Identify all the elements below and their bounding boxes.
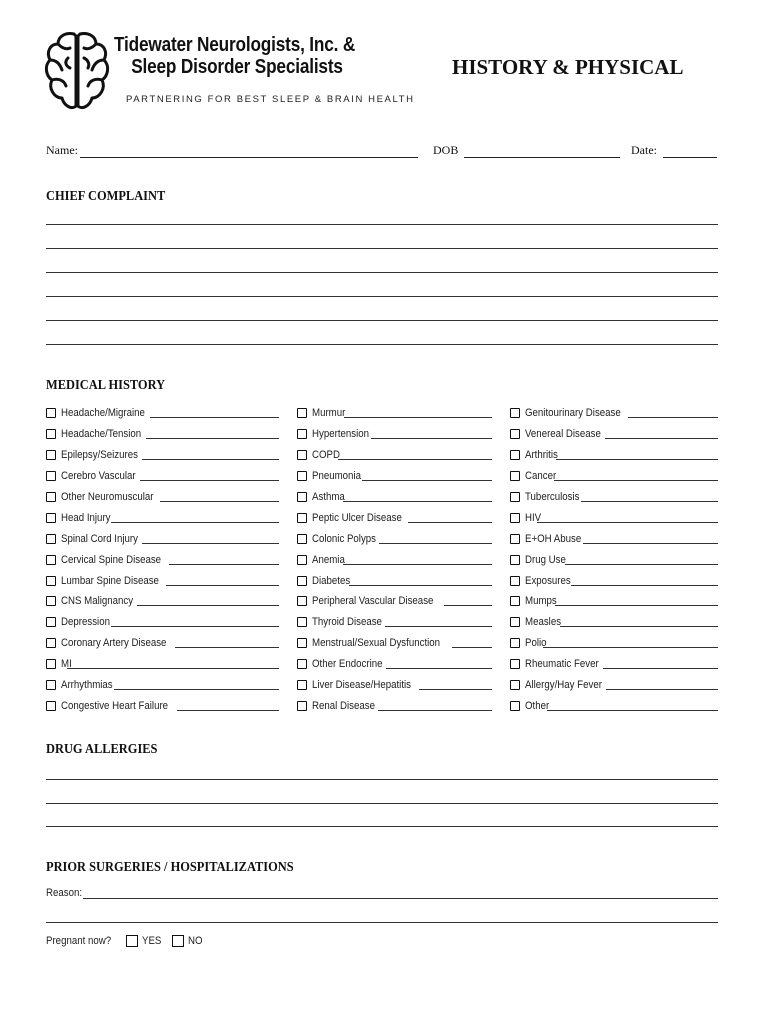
condition-label: Polio [525,637,547,650]
condition-notes-field[interactable] [160,492,279,502]
condition-notes-field[interactable] [146,429,279,439]
checkbox[interactable] [510,408,520,418]
drug-allergies-line[interactable] [46,779,718,780]
condition-notes-field[interactable] [556,450,718,460]
medical-history-item[interactable] [510,445,718,466]
prior-surgeries-heading: PRIOR SURGERIES / HOSPITALIZATIONS [46,859,294,874]
condition-notes-field[interactable] [142,450,279,460]
name-label: Name: [46,143,78,157]
condition-label: Murmur [312,407,346,420]
condition-notes-field[interactable] [606,680,718,690]
name-field[interactable] [80,146,418,158]
medical-history-item[interactable] [510,612,718,633]
condition-notes-field[interactable] [371,429,492,439]
condition-notes-field[interactable] [142,534,279,544]
medical-history-item[interactable] [46,695,279,716]
medical-history-item[interactable] [297,612,492,633]
chief-complaint-line[interactable] [46,272,718,273]
condition-notes-field[interactable] [150,408,279,418]
condition-label: HIV [525,511,542,524]
pregnant-no-option[interactable] [172,935,205,947]
checkbox[interactable] [510,450,520,460]
condition-label: Other Endocrine [312,658,383,671]
medical-history-item[interactable] [46,507,279,528]
condition-notes-field[interactable] [603,659,718,669]
condition-notes-field[interactable] [628,408,718,418]
condition-notes-field[interactable] [408,513,492,523]
checkbox[interactable] [297,450,307,460]
medical-history-column-1 [46,403,279,716]
condition-notes-field[interactable] [385,617,492,627]
medical-history-item[interactable] [46,403,279,424]
medical-history-item[interactable] [297,445,492,466]
reason-row [46,887,718,899]
condition-label: Hypertension [312,428,370,441]
medical-history-item[interactable] [297,695,492,716]
yes-checkbox[interactable] [126,935,138,947]
medical-history-item[interactable] [297,570,492,591]
condition-label: Diabetes [312,574,351,587]
dob-field[interactable] [464,146,620,158]
medical-history-item[interactable] [46,675,279,696]
medical-history-item[interactable] [297,403,492,424]
condition-label: Cervical Spine Disease [61,553,162,566]
yes-label: YES [142,935,162,947]
condition-notes-field[interactable] [571,576,718,586]
condition-notes-field[interactable] [166,576,279,586]
condition-label: Allergy/Hay Fever [525,679,602,692]
date-field[interactable] [663,146,717,158]
condition-label: Headache/Tension [61,428,142,441]
checkbox[interactable] [46,680,56,690]
checkbox[interactable] [297,429,307,439]
brain-icon [44,30,110,112]
condition-notes-field[interactable] [583,534,718,544]
medical-history-item[interactable] [297,654,492,675]
checkbox[interactable] [510,701,520,711]
condition-label: Cerebro Vascular [61,470,136,483]
condition-notes-field[interactable] [378,701,492,711]
checkbox[interactable] [46,659,56,669]
organization-name [114,34,355,78]
condition-notes-field[interactable] [349,576,492,586]
medical-history-item[interactable] [297,528,492,549]
checkbox[interactable] [510,596,520,606]
medical-history-item[interactable] [46,487,279,508]
checkbox[interactable] [297,408,307,418]
condition-label: Exposures [525,574,571,587]
chief-complaint-line[interactable] [46,320,718,321]
condition-notes-field[interactable] [537,513,718,523]
condition-label: Venereal Disease [525,428,601,441]
condition-label: Menstrual/Sexual Dysfunction [312,637,441,650]
checkbox[interactable] [46,471,56,481]
checkbox[interactable] [297,659,307,669]
chief-complaint-line[interactable] [46,248,718,249]
medical-history-item[interactable] [297,549,492,570]
checkbox[interactable] [46,450,56,460]
no-checkbox[interactable] [172,935,184,947]
checkbox[interactable] [46,596,56,606]
condition-notes-field[interactable] [67,659,279,669]
pregnant-label: Pregnant now? [46,935,112,947]
reason-line[interactable] [46,922,718,923]
checkbox[interactable] [510,555,520,565]
checkbox[interactable] [46,408,56,418]
checkbox[interactable] [297,701,307,711]
medical-history-item[interactable] [46,549,279,570]
condition-label: Congestive Heart Failure [61,699,169,712]
drug-allergies-line[interactable] [46,803,718,804]
chief-complaint-line[interactable] [46,296,718,297]
medical-history-column-2 [297,403,492,716]
medical-history-item[interactable] [46,633,279,654]
checkbox[interactable] [46,429,56,439]
medical-history-item[interactable] [510,695,718,716]
checkbox[interactable] [46,492,56,502]
condition-label: Other Neuromuscular [61,491,154,503]
name-field-group [46,143,418,158]
medical-history-item[interactable] [510,591,718,612]
medical-history-column-3 [510,403,718,716]
medical-history-item[interactable] [46,445,279,466]
condition-label: Arrhythmias [61,679,113,692]
medical-history-item[interactable] [510,654,718,675]
condition-label: Other [525,699,550,712]
condition-label: Depression [61,616,110,629]
condition-notes-field[interactable] [111,617,279,627]
condition-notes-field[interactable] [177,701,279,711]
checkbox[interactable] [297,617,307,627]
medical-history-item[interactable] [510,487,718,508]
condition-notes-field[interactable] [114,680,279,690]
checkbox[interactable] [510,680,520,690]
checkbox[interactable] [297,492,307,502]
checkbox[interactable] [510,471,520,481]
condition-notes-field[interactable] [343,492,492,502]
chief-complaint-line[interactable] [46,224,718,225]
condition-label: COPD [312,449,340,462]
condition-notes-field[interactable] [555,596,718,606]
condition-label: Colonic Polyps [312,532,377,545]
condition-notes-field[interactable] [543,638,718,648]
condition-label: Anemia [312,553,345,566]
condition-label: Renal Disease [312,699,375,712]
medical-history-item[interactable] [510,549,718,570]
condition-notes-field[interactable] [362,471,492,481]
checkbox[interactable] [297,555,307,565]
checkbox[interactable] [46,617,56,627]
condition-notes-field[interactable] [554,471,718,481]
checkbox[interactable] [510,659,520,669]
condition-label: Pneumonia [312,470,361,483]
condition-label: Peptic Ulcer Disease [312,511,402,524]
condition-label: Spinal Cord Injury [61,532,138,545]
drug-allergies-heading: DRUG ALLERGIES [46,741,158,756]
checkbox[interactable] [46,513,56,523]
checkbox[interactable] [297,596,307,606]
condition-notes-field[interactable] [343,555,492,565]
medical-history-item[interactable] [510,403,718,424]
reason-field[interactable] [83,888,718,899]
checkbox[interactable] [297,576,307,586]
condition-label: MI [61,658,72,671]
condition-notes-field[interactable] [452,638,492,648]
date-label: Date: [631,143,657,157]
pregnant-yes-option[interactable] [126,935,164,947]
condition-notes-field[interactable] [560,617,718,627]
checkbox[interactable] [510,534,520,544]
condition-label: Rheumatic Fever [525,658,599,671]
document-title: HISTORY & PHYSICAL [452,55,684,79]
condition-label: Mumps [525,595,557,608]
condition-notes-field[interactable] [111,513,279,523]
patient-info-row [46,143,718,159]
medical-history-item[interactable] [46,466,279,487]
checkbox[interactable] [510,617,520,627]
condition-notes-field[interactable] [137,596,279,606]
dob-field-group [433,143,620,158]
condition-notes-field[interactable] [140,471,279,481]
condition-notes-field[interactable] [444,596,492,606]
reason-label: Reason: [46,887,83,899]
checkbox[interactable] [510,638,520,648]
condition-label: Coronary Artery Disease [61,637,167,650]
condition-notes-field[interactable] [386,659,492,669]
no-label: NO [188,935,203,947]
organization-name-line2: Sleep Disorder Specialists [131,56,343,78]
condition-label: Drug Use [525,553,566,566]
medical-history-item[interactable] [297,466,492,487]
checkbox[interactable] [297,534,307,544]
condition-notes-field[interactable] [547,701,718,711]
medical-history-item[interactable] [297,675,492,696]
checkbox[interactable] [297,513,307,523]
condition-notes-field[interactable] [175,638,279,648]
condition-label: Genitourinary Disease [525,407,621,420]
condition-notes-field[interactable] [565,555,718,565]
dob-label: DOB [433,143,459,157]
date-field-group [631,143,717,158]
medical-history-heading: MEDICAL HISTORY [46,377,166,392]
tagline: PARTNERING FOR BEST SLEEP & BRAIN HEALTH [126,94,415,105]
medical-history-item[interactable] [46,612,279,633]
medical-history-item[interactable] [297,633,492,654]
medical-history-item[interactable] [510,528,718,549]
medical-history-item[interactable] [510,424,718,445]
condition-notes-field[interactable] [379,534,492,544]
medical-history-item[interactable] [46,424,279,445]
condition-label: Lumbar Spine Disease [61,574,159,587]
medical-history-item[interactable] [297,424,492,445]
checkbox[interactable] [510,492,520,502]
medical-history-item[interactable] [46,591,279,612]
condition-notes-field[interactable] [338,450,492,460]
organization-name-line1: Tidewater Neurologists, Inc. & [114,34,356,56]
medical-history-item[interactable] [510,507,718,528]
condition-notes-field[interactable] [419,680,493,690]
medical-history-item[interactable] [510,570,718,591]
checkbox[interactable] [297,638,307,648]
condition-label: Peripheral Vascular Disease [312,595,434,608]
condition-label: Epilepsy/Seizures [61,449,138,462]
chief-complaint-heading: CHIEF COMPLAINT [46,188,166,203]
medical-history-item[interactable] [510,675,718,696]
condition-notes-field[interactable] [605,429,718,439]
condition-label: Measles [525,616,562,629]
checkbox[interactable] [510,429,520,439]
medical-history-item[interactable] [297,487,492,508]
condition-notes-field[interactable] [169,555,279,565]
condition-label: Thyroid Disease [312,616,382,629]
condition-label: Tuberculosis [525,491,580,503]
condition-notes-field[interactable] [581,492,718,502]
checkbox[interactable] [46,534,56,544]
medical-history-item[interactable] [297,591,492,612]
condition-notes-field[interactable] [344,408,492,418]
medical-history-item[interactable] [510,633,718,654]
drug-allergies-line[interactable] [46,826,718,827]
medical-history-item[interactable] [510,466,718,487]
medical-history-item[interactable] [46,528,279,549]
pregnant-row [46,935,205,947]
condition-label: Liver Disease/Hepatitis [312,679,411,692]
checkbox[interactable] [46,701,56,711]
checkbox[interactable] [510,513,520,523]
condition-label: CNS Malignancy [61,595,134,608]
condition-label: Head Injury [61,511,111,524]
condition-label: Headache/Migraine [61,407,145,420]
condition-label: E+OH Abuse [525,532,582,545]
chief-complaint-line[interactable] [46,344,718,345]
medical-history-item[interactable] [46,570,279,591]
checkbox[interactable] [46,555,56,565]
condition-label: Cancer [525,470,557,483]
medical-history-item[interactable] [297,507,492,528]
checkbox[interactable] [297,471,307,481]
checkbox[interactable] [46,576,56,586]
checkbox[interactable] [46,638,56,648]
medical-history-item[interactable] [46,654,279,675]
condition-label: Arthritis [525,449,558,462]
checkbox[interactable] [510,576,520,586]
checkbox[interactable] [297,680,307,690]
condition-label: Asthma [312,491,345,503]
